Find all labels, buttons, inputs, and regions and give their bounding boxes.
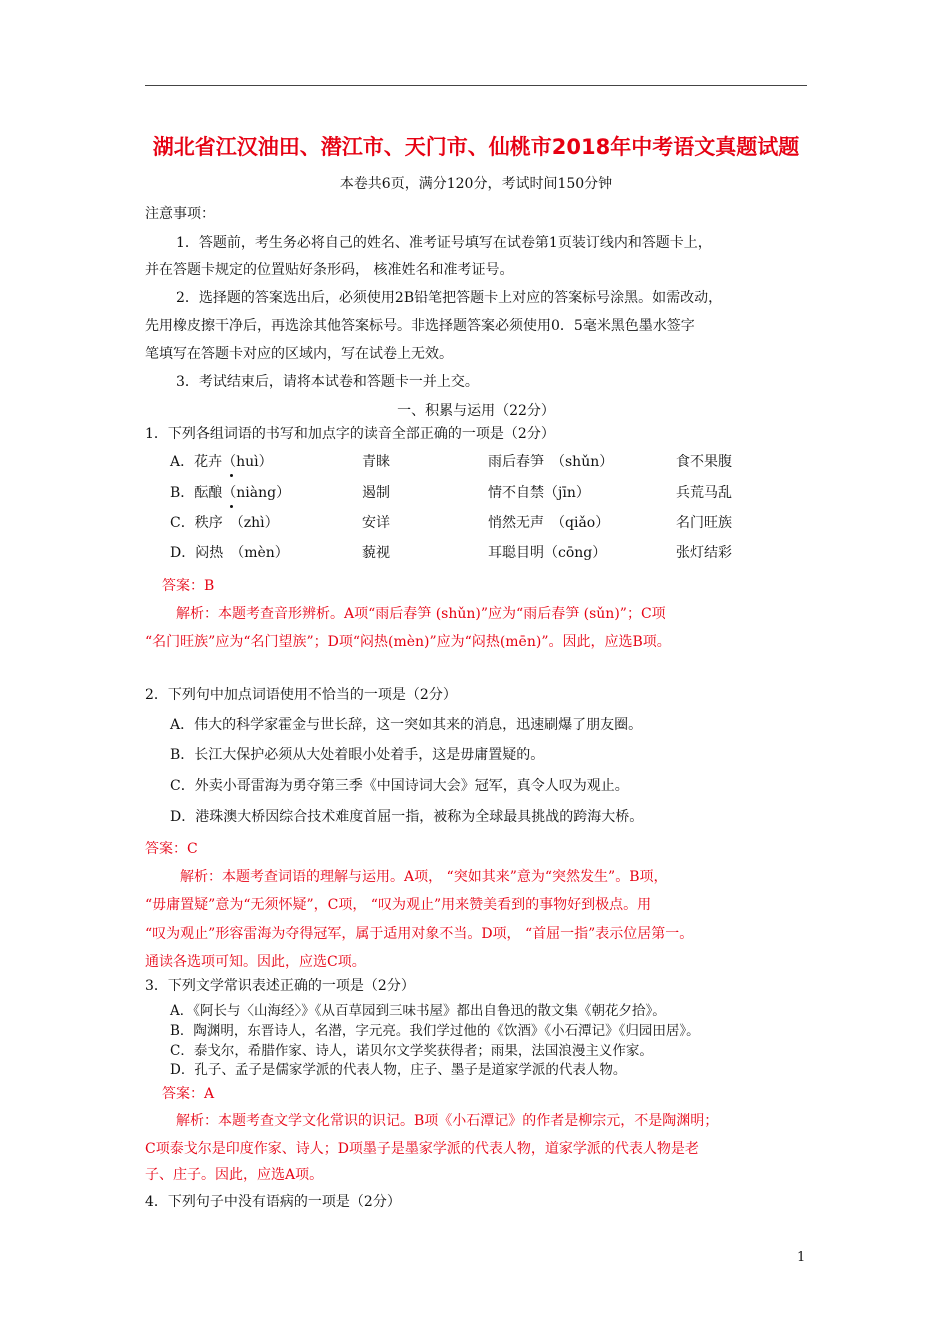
option-word: 青睐 bbox=[362, 454, 390, 470]
option-word-pinyin: 悄然无声 （qiǎo） bbox=[488, 515, 610, 531]
question-3-answer: 答案：A bbox=[162, 1086, 215, 1102]
option-word-pinyin: D．闷热 （mèn） bbox=[170, 545, 289, 561]
option-word-pinyin: 情不自禁（jīn） bbox=[488, 485, 590, 501]
question-2-answer: 答案：C bbox=[145, 841, 198, 857]
question-3-stem: 3．下列文学常识表述正确的一项是（2分） bbox=[145, 978, 415, 994]
question-2-analysis: 解析：本题考查词语的理解与运用。A项， “突如其来”意为“突然发生”。B项， bbox=[180, 869, 668, 885]
question-2-option-a: A．伟大的科学家霍金与世长辞，这一突如其来的消息，迅速刷爆了朋友圈。 bbox=[170, 717, 643, 733]
option-word-pinyin: C．秩序 （zhì） bbox=[170, 515, 279, 531]
notice-line: 2．选择题的答案选出后，必须使用2B铅笔把答题卡上对应的答案标号涂黑。如需改动， bbox=[176, 290, 723, 306]
header-rule bbox=[145, 85, 807, 86]
question-3-analysis: C项泰戈尔是印度作家、诗人；D项墨子是墨家学派的代表人物，道家学派的代表人物是老 bbox=[145, 1141, 699, 1157]
question-2-analysis: “叹为观止”形容雷海为夺得冠军，属于适用对象不当。D项， “首屈一指”表示位居第一。 bbox=[145, 926, 694, 942]
question-3-option-d: D．孔子、孟子是儒家学派的代表人物，庄子、墨子是道家学派的代表人物。 bbox=[170, 1062, 627, 1078]
notice-line: 笔填写在答题卡对应的区域内，写在试卷上无效。 bbox=[145, 346, 453, 362]
question-1-answer: 答案：B bbox=[162, 578, 215, 594]
notice-line: 1．答题前，考生务必将自己的姓名、准考证号填写在试卷第1页装订线内和答题卡上， bbox=[176, 235, 712, 251]
question-2-option-d: D．港珠澳大桥因综合技术难度首屈一指，被称为全球最具挑战的跨海大桥。 bbox=[170, 809, 644, 825]
question-3-option-c: C．泰戈尔，希腊作家、诗人，诺贝尔文学奖获得者；雨果，法国浪漫主义作家。 bbox=[170, 1043, 653, 1059]
option-word: 名门旺族 bbox=[676, 515, 732, 531]
option-word-pinyin: A．花卉（huì） bbox=[170, 454, 273, 470]
notice-line: 先用橡皮擦干净后，再选涂其他答案标号。非选择题答案必须使用0．5毫米黑色墨水签字 bbox=[145, 318, 695, 334]
question-1-analysis: 解析：本题考查音形辨析。A项“雨后春笋 (shǔn)”应为“雨后春笋 (sǔn)”；C项 bbox=[176, 606, 666, 622]
option-word: 兵荒马乱 bbox=[676, 485, 732, 501]
question-3-option-b: B．陶渊明，东晋诗人，名潜，字元亮。我们学过他的《饮酒》《小石潭记》《归园田居》。 bbox=[170, 1023, 700, 1039]
question-3-option-a: A．《阿长与〈山海经〉》《从百草园到三味书屋》都出自鲁迅的散文集《朝花夕拾》。 bbox=[170, 1003, 666, 1019]
question-3-analysis: 子、庄子。因此，应选A项。 bbox=[145, 1167, 324, 1183]
question-3-analysis: 解析：本题考查文学文化常识的识记。B项《小石潭记》的作者是柳宗元，不是陶渊明； bbox=[176, 1113, 719, 1129]
question-2-option-b: B．长江大保护必须从大处着眼小处着手，这是毋庸置疑的。 bbox=[170, 747, 545, 763]
emphasis-dot bbox=[230, 474, 233, 477]
question-1-analysis: “名门旺族”应为“名门望族”；D项“闷热(mèn)”应为“闷热(mēn)”。因此，应选B项。 bbox=[145, 634, 671, 650]
question-2-stem: 2．下列句中加点词语使用不恰当的一项是（2分） bbox=[145, 687, 457, 703]
option-word: 张灯结彩 bbox=[676, 545, 732, 561]
option-word-pinyin: 雨后春笋 （shǔn） bbox=[488, 454, 614, 470]
exam-info: 本卷共6页，满分120分，考试时间150分钟 bbox=[339, 176, 613, 192]
page-title: 湖北省江汉油田、潜江市、天门市、仙桃市2018年中考语文真题试题 bbox=[152, 135, 800, 159]
question-2-analysis: 通读各选项可知。因此，应选C项。 bbox=[145, 954, 366, 970]
notice-line: 并在答题卡规定的位置贴好条形码， 核准姓名和准考证号。 bbox=[145, 262, 514, 278]
emphasis-dot bbox=[230, 505, 233, 508]
section-title: 一、积累与运用（22分） bbox=[397, 403, 555, 419]
notice-heading: 注意事项： bbox=[145, 206, 215, 222]
question-4-stem: 4．下列句子中没有语病的一项是（2分） bbox=[145, 1194, 401, 1210]
option-word: 食不果腹 bbox=[676, 454, 732, 470]
question-2-analysis: “毋庸置疑”意为“无须怀疑”，C项， “叹为观止”用来赞美看到的事物好到极点。用 bbox=[145, 897, 652, 913]
option-word: 藐视 bbox=[362, 545, 390, 561]
option-word: 遏制 bbox=[362, 485, 390, 501]
option-word-pinyin: 耳聪目明（cōng） bbox=[488, 545, 607, 561]
question-2-option-c: C．外卖小哥雷海为勇夺第三季《中国诗词大会》冠军，真令人叹为观止。 bbox=[170, 778, 629, 794]
option-word-pinyin: B．酝酿（niàng） bbox=[170, 485, 291, 501]
option-word: 安详 bbox=[362, 515, 390, 531]
question-1-stem: 1．下列各组词语的书写和加点字的读音全部正确的一项是（2分） bbox=[145, 426, 555, 442]
page-number: 1 bbox=[797, 1250, 806, 1265]
notice-line: 3．考试结束后，请将本试卷和答题卡一并上交。 bbox=[176, 374, 479, 390]
